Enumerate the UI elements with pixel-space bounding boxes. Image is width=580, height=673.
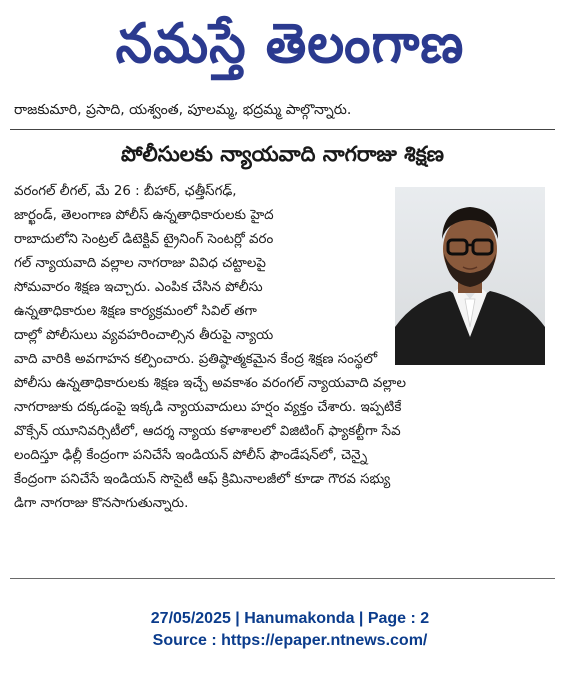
article-line: వరంగల్ లీగల్, మే 26 : బీహార్, ఛత్తీస్‌గఢ్, (14, 184, 237, 199)
article-line: రాబాదులోని సెంట్రల్ డిటెక్టివ్ ట్రైనింగ్ సెంటర్లో వరం (14, 232, 274, 247)
newspaper-logo: నమస్తే తెలంగాణ (115, 12, 465, 76)
divider (10, 578, 555, 579)
source-link[interactable]: Source : https://epaper.ntnews.com/ (152, 632, 428, 649)
previous-article-text: రాజకుమారి, ప్రసాది, యశ్వంత, పూలమ్మ, భద్రమ్మ పాల్గొన్నారు. (14, 102, 352, 118)
article-line: వాది వారికి అవగాహన కల్పించారు. ప్రతిష్ఠాత్మకమైన కేంద్ర శిక్షణ సంస్థలో (14, 352, 378, 367)
article-line: గల్ న్యాయవాది వల్లాల నాగరాజు వివిధ చట్టాలపై (14, 256, 266, 271)
article-line: వొక్సేన్ యూనివర్సిటీలో, ఆదర్శ న్యాయ కళాశాలలో విజిటింగ్ ఫ్యాకల్టీగా సేవ (14, 424, 401, 439)
source-footer (0, 608, 580, 652)
lawyer-photo (395, 187, 545, 365)
article-line: లందిస్తూ ఢిల్లీ కేంద్రంగా పనిచేసే ఇండియన్ పోలీస్ ఫౌండేషన్‌లో, చెన్నై (14, 448, 368, 463)
article-headline: పోలీసులకు న్యాయవాది నాగరాజు శిక్షణ (120, 142, 445, 166)
article-line: సోమవారం శిక్షణ ఇచ్చారు. ఎంపిక చేసిన పోలీసు (14, 280, 263, 295)
article-line: నాగరాజుకు దక్కడంపై ఇక్కడి న్యాయవాదులు హర్షం వ్యక్తం చేశారు. ఇప్పటికే (14, 400, 402, 415)
article-line: జార్ఖండ్, తెలంగాణ పోలీస్ ఉన్నతాధికారులకు హైద (14, 208, 274, 223)
article-line: పోలీసు ఉన్నతాధికారులకు శిక్షణ ఇచ్చే అవకాశం వరంగల్ న్యాయవాది వల్లాల (14, 376, 406, 391)
article-line: దాల్లో పోలీసులు వ్యవహరించాల్సిన తీరుపై న్యాయ (14, 328, 274, 343)
masthead (0, 4, 580, 84)
edition-info: 27/05/2025 | Hanumakonda | Page : 2 (150, 610, 430, 627)
portrait-illustration (395, 187, 545, 365)
article-line: ఉన్నతాధికారుల శిక్షణ కార్యక్రమంలో సివిల్ తగా (14, 304, 257, 319)
article-line: కేంద్రంగా పనిచేసే ఇండియన్ సొసైటీ ఆఫ్ క్రిమినాలజీలో కూడా గౌరవ సభ్యు (14, 472, 391, 487)
divider (10, 129, 555, 130)
article-line: డిగా నాగరాజు కొనసాగుతున్నారు. (14, 496, 189, 511)
